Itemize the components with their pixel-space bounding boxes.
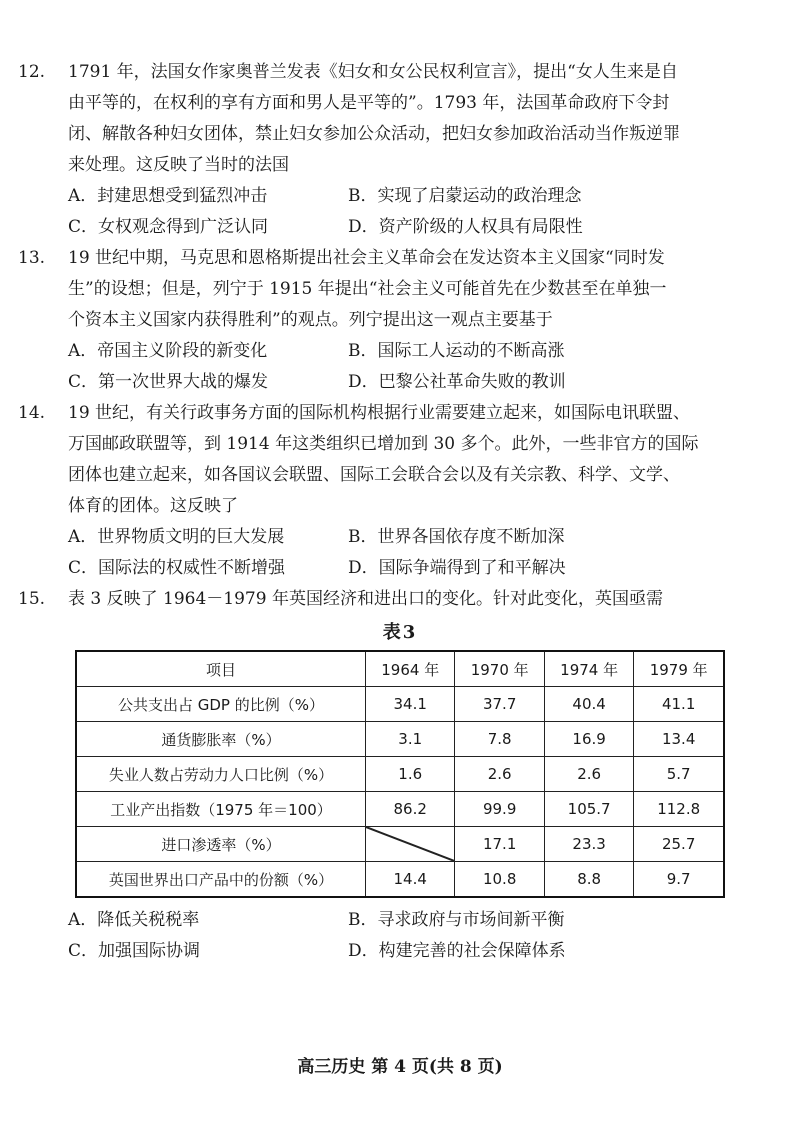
table-cell: 34.1 <box>366 687 455 722</box>
row-label: 失业人数占劳动力人口比例（%） <box>76 757 366 792</box>
column-header: 1964 年 <box>366 651 455 687</box>
question-text-line: 来处理。这反映了当时的法国 <box>68 155 289 175</box>
table-row <box>76 722 724 757</box>
table-cell: 16.9 <box>544 722 633 757</box>
empty-diagonal-cell <box>366 827 455 862</box>
table-cell: 8.8 <box>544 862 633 898</box>
question-15-options <box>68 905 768 967</box>
option-c[interactable]: C．加强国际协调 <box>68 941 201 961</box>
option-c[interactable]: C．第一次世界大战的爆发 <box>68 372 269 392</box>
option-c[interactable]: C．女权观念得到广泛认同 <box>68 217 269 237</box>
diagonal-line-icon <box>366 827 454 861</box>
option-b[interactable]: B．实现了启蒙运动的政治理念 <box>348 186 582 206</box>
option-a[interactable]: A．帝国主义阶段的新变化 <box>68 341 268 361</box>
table-cell: 112.8 <box>634 792 724 827</box>
table-cell: 14.4 <box>366 862 455 898</box>
question-text-line: 闭、解散各种妇女团体，禁止妇女参加公众活动，把妇女参加政治活动当作叛逆罪 <box>68 124 680 144</box>
question-text-line: 生”的设想；但是，列宁于 1915 年提出“社会主义可能首先在少数甚至在单独一 <box>68 279 667 299</box>
option-d[interactable]: D．资产阶级的人权具有局限性 <box>348 217 583 237</box>
option-b[interactable]: B．寻求政府与市场间新平衡 <box>348 910 565 930</box>
question-13-options <box>68 336 768 398</box>
row-label: 工业产出指数（1975 年＝100） <box>76 792 366 827</box>
option-a[interactable]: A．世界物质文明的巨大发展 <box>68 527 285 547</box>
table-cell: 5.7 <box>634 757 724 792</box>
table-cell: 13.4 <box>634 722 724 757</box>
question-15 <box>18 584 788 615</box>
table-cell: 3.1 <box>366 722 455 757</box>
option-d[interactable]: D．国际争端得到了和平解决 <box>348 558 566 578</box>
table-header-row <box>76 651 724 687</box>
row-label: 通货膨胀率（%） <box>76 722 366 757</box>
table-cell: 2.6 <box>544 757 633 792</box>
table-row <box>76 792 724 827</box>
question-number: 12. <box>18 62 46 82</box>
question-text-line: 由平等的，在权利的享有方面和男人是平等的”。1793 年，法国革命政府下令封 <box>68 93 670 113</box>
row-label: 英国世界出口产品中的份额（%） <box>76 862 366 898</box>
option-d[interactable]: D．构建完善的社会保障体系 <box>348 941 566 961</box>
question-text-line: 个资本主义国家内获得胜利”的观点。列宁提出这一观点主要基于 <box>68 310 553 330</box>
table-cell: 99.9 <box>455 792 544 827</box>
table-cell: 23.3 <box>544 827 633 862</box>
question-text-line: 19 世纪，有关行政事务方面的国际机构根据行业需要建立起来，如国际电讯联盟、 <box>68 403 691 423</box>
table-cell: 9.7 <box>634 862 724 898</box>
question-text-line: 体育的团体。这反映了 <box>68 496 238 516</box>
table-cell: 25.7 <box>634 827 724 862</box>
table-row <box>76 862 724 898</box>
question-14 <box>18 398 788 522</box>
option-a[interactable]: A．封建思想受到猛烈冲击 <box>68 186 268 206</box>
column-header: 1970 年 <box>455 651 544 687</box>
table-row <box>76 827 724 862</box>
question-number: 13. <box>18 248 46 268</box>
row-label: 进口渗透率（%） <box>76 827 366 862</box>
option-d[interactable]: D．巴黎公社革命失败的教训 <box>348 372 566 392</box>
column-header: 项目 <box>76 651 366 687</box>
table-cell: 41.1 <box>634 687 724 722</box>
option-b[interactable]: B．世界各国依存度不断加深 <box>348 527 565 547</box>
table-cell: 1.6 <box>366 757 455 792</box>
question-text-line: 团体也建立起来，如各国议会联盟、国际工会联合会以及有关宗教、科学、文学、 <box>68 465 680 485</box>
option-c[interactable]: C．国际法的权威性不断增强 <box>68 558 286 578</box>
table-cell: 105.7 <box>544 792 633 827</box>
question-text-line: 表 3 反映了 1964－1979 年英国经济和进出口的变化。针对此变化，英国亟需 <box>68 589 663 609</box>
table-cell: 10.8 <box>455 862 544 898</box>
question-text-line: 万国邮政联盟等，到 1914 年这类组织已增加到 30 多个。此外，一些非官方的国际 <box>68 434 699 454</box>
question-text-line: 19 世纪中期，马克思和恩格斯提出社会主义革命会在发达资本主义国家“同时发 <box>68 248 665 268</box>
question-number: 14. <box>18 403 46 423</box>
table-cell: 40.4 <box>544 687 633 722</box>
table-row <box>76 687 724 722</box>
table-cell: 2.6 <box>455 757 544 792</box>
question-number: 15. <box>18 589 46 609</box>
option-a[interactable]: A．降低关税税率 <box>68 910 200 930</box>
table-cell: 17.1 <box>455 827 544 862</box>
page-footer: 高三历史 第 4 页(共 8 页) <box>297 1057 503 1077</box>
table-cell: 86.2 <box>366 792 455 827</box>
question-13 <box>18 243 788 336</box>
table-row <box>76 757 724 792</box>
question-text-line: 1791 年，法国女作家奥普兰发表《妇女和女公民权利宣言》，提出“女人生来是自 <box>68 62 678 82</box>
question-12-options <box>68 181 768 243</box>
question-12 <box>18 57 788 181</box>
row-label: 公共支出占 GDP 的比例（%） <box>76 687 366 722</box>
table-cell: 7.8 <box>455 722 544 757</box>
question-14-options <box>68 522 768 584</box>
column-header: 1979 年 <box>634 651 724 687</box>
option-b[interactable]: B．国际工人运动的不断高涨 <box>348 341 565 361</box>
column-header: 1974 年 <box>544 651 633 687</box>
data-table <box>75 650 725 898</box>
table-caption: 表3 <box>382 622 418 643</box>
table-cell: 37.7 <box>455 687 544 722</box>
